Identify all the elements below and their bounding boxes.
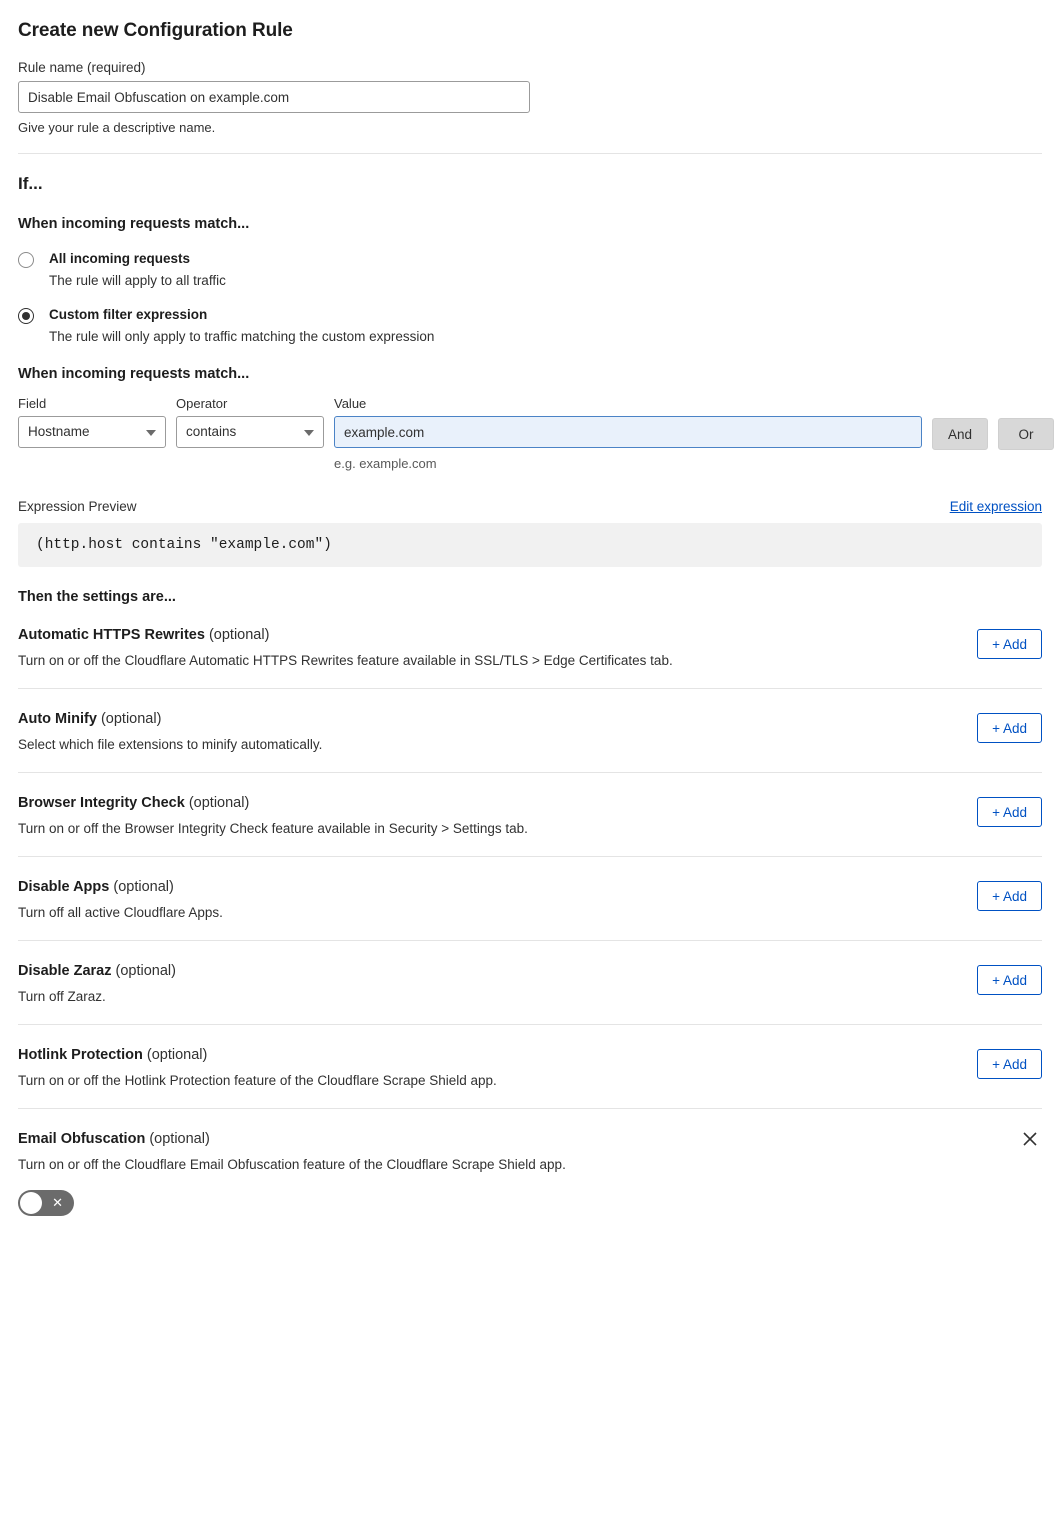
add-button[interactable]: + Add xyxy=(977,797,1042,827)
expression-preview-label: Expression Preview xyxy=(18,499,137,514)
edit-expression-link[interactable]: Edit expression xyxy=(949,499,1042,514)
toggle-knob xyxy=(20,1192,42,1214)
rule-name-input[interactable] xyxy=(18,81,530,113)
add-button[interactable]: + Add xyxy=(977,965,1042,995)
radio-all-desc: The rule will apply to all traffic xyxy=(49,273,226,288)
add-button[interactable]: + Add xyxy=(977,713,1042,743)
expression-preview: (http.host contains "example.com") xyxy=(18,523,1042,567)
radio-all-label: All incoming requests xyxy=(49,251,191,266)
setting-title xyxy=(18,879,1042,895)
field-select[interactable] xyxy=(18,416,166,448)
setting-optional: (optional) xyxy=(115,963,176,979)
setting-title xyxy=(18,795,1042,811)
setting-description: Turn on or off the Cloudflare Automatic HTTPS Rewrites feature available in SSL/TLS > Edge Certificates tab. xyxy=(18,653,673,668)
add-button[interactable]: + Add xyxy=(977,1049,1042,1079)
if-heading: If... xyxy=(18,174,43,193)
setting-description: Turn off all active Cloudflare Apps. xyxy=(18,905,223,920)
setting-name: Disable Zaraz xyxy=(18,963,112,979)
email-obfuscation-toggle[interactable] xyxy=(18,1190,74,1216)
setting-optional: (optional) xyxy=(146,1047,208,1063)
divider xyxy=(18,153,1042,154)
radio-custom-label: Custom filter expression xyxy=(49,307,208,322)
setting-name: Auto Minify xyxy=(18,711,97,727)
rule-name-help: Give your rule a descriptive name. xyxy=(18,120,216,135)
then-settings-title: Then the settings are... xyxy=(18,589,176,605)
value-label: Value xyxy=(334,396,367,411)
setting-disable-zaraz xyxy=(18,941,1042,1025)
field-select-value: Hostname xyxy=(28,424,90,439)
radio-icon-checked[interactable] xyxy=(18,308,34,324)
setting-description: Turn on or off the Browser Integrity Check feature available in Security > Settings tab. xyxy=(18,821,528,836)
setting-optional: (optional) xyxy=(100,711,162,727)
setting-name: Disable Apps xyxy=(18,879,110,895)
rule-name-group xyxy=(18,60,1042,135)
page-title: Create new Configuration Rule xyxy=(18,20,293,41)
filter-builder-row xyxy=(18,396,1042,471)
operator-select[interactable] xyxy=(176,416,324,448)
setting-title xyxy=(18,1047,1042,1063)
setting-title xyxy=(18,1131,1042,1147)
setting-optional: (optional) xyxy=(149,1131,210,1147)
value-input[interactable] xyxy=(334,416,922,448)
expression-header xyxy=(18,499,1042,514)
chevron-down-icon xyxy=(146,430,156,436)
radio-custom-filter-expression[interactable] xyxy=(18,306,1042,344)
match-options xyxy=(18,250,1042,344)
match-title: When incoming requests match... xyxy=(18,216,250,232)
add-button[interactable]: + Add xyxy=(977,629,1042,659)
radio-custom-desc: The rule will only apply to traffic matching the custom expression xyxy=(49,329,435,344)
setting-title xyxy=(18,711,1042,727)
close-icon[interactable] xyxy=(1020,1129,1040,1149)
setting-automatic-https-rewrites xyxy=(18,605,1042,689)
field-column xyxy=(18,396,166,448)
setting-optional: (optional) xyxy=(188,795,250,811)
or-button[interactable]: Or xyxy=(998,418,1054,450)
setting-description: Turn on or off the Cloudflare Email Obfuscation feature of the Cloudflare Scrape Shield app. xyxy=(18,1157,566,1172)
setting-title xyxy=(18,627,1042,643)
rule-name-label: Rule name (required) xyxy=(18,60,146,75)
setting-name: Automatic HTTPS Rewrites xyxy=(18,627,205,643)
operator-label: Operator xyxy=(176,396,228,411)
and-button[interactable]: And xyxy=(932,418,988,450)
radio-all-incoming-requests[interactable] xyxy=(18,250,1042,288)
field-label: Field xyxy=(18,396,47,411)
operator-column xyxy=(176,396,324,448)
radio-icon-unchecked[interactable] xyxy=(18,252,34,268)
setting-name: Email Obfuscation xyxy=(18,1131,146,1147)
setting-description: Select which file extensions to minify automatically. xyxy=(18,737,323,752)
setting-optional: (optional) xyxy=(208,627,270,643)
filter-title: When incoming requests match... xyxy=(18,366,250,382)
setting-email-obfuscation xyxy=(18,1109,1042,1236)
setting-auto-minify xyxy=(18,689,1042,773)
operator-select-value: contains xyxy=(186,424,237,439)
setting-disable-apps xyxy=(18,857,1042,941)
toggle-off-icon: ✕ xyxy=(52,1195,63,1210)
value-hint: e.g. example.com xyxy=(334,456,437,471)
setting-optional: (optional) xyxy=(113,879,174,895)
setting-hotlink-protection xyxy=(18,1025,1042,1109)
add-button[interactable]: + Add xyxy=(977,881,1042,911)
setting-title xyxy=(18,963,1042,979)
setting-description: Turn off Zaraz. xyxy=(18,989,106,1004)
value-column xyxy=(334,396,922,471)
setting-description: Turn on or off the Hotlink Protection feature of the Cloudflare Scrape Shield app. xyxy=(18,1073,497,1088)
setting-name: Browser Integrity Check xyxy=(18,795,185,811)
chevron-down-icon xyxy=(304,430,314,436)
setting-browser-integrity-check xyxy=(18,773,1042,857)
setting-name: Hotlink Protection xyxy=(18,1047,143,1063)
